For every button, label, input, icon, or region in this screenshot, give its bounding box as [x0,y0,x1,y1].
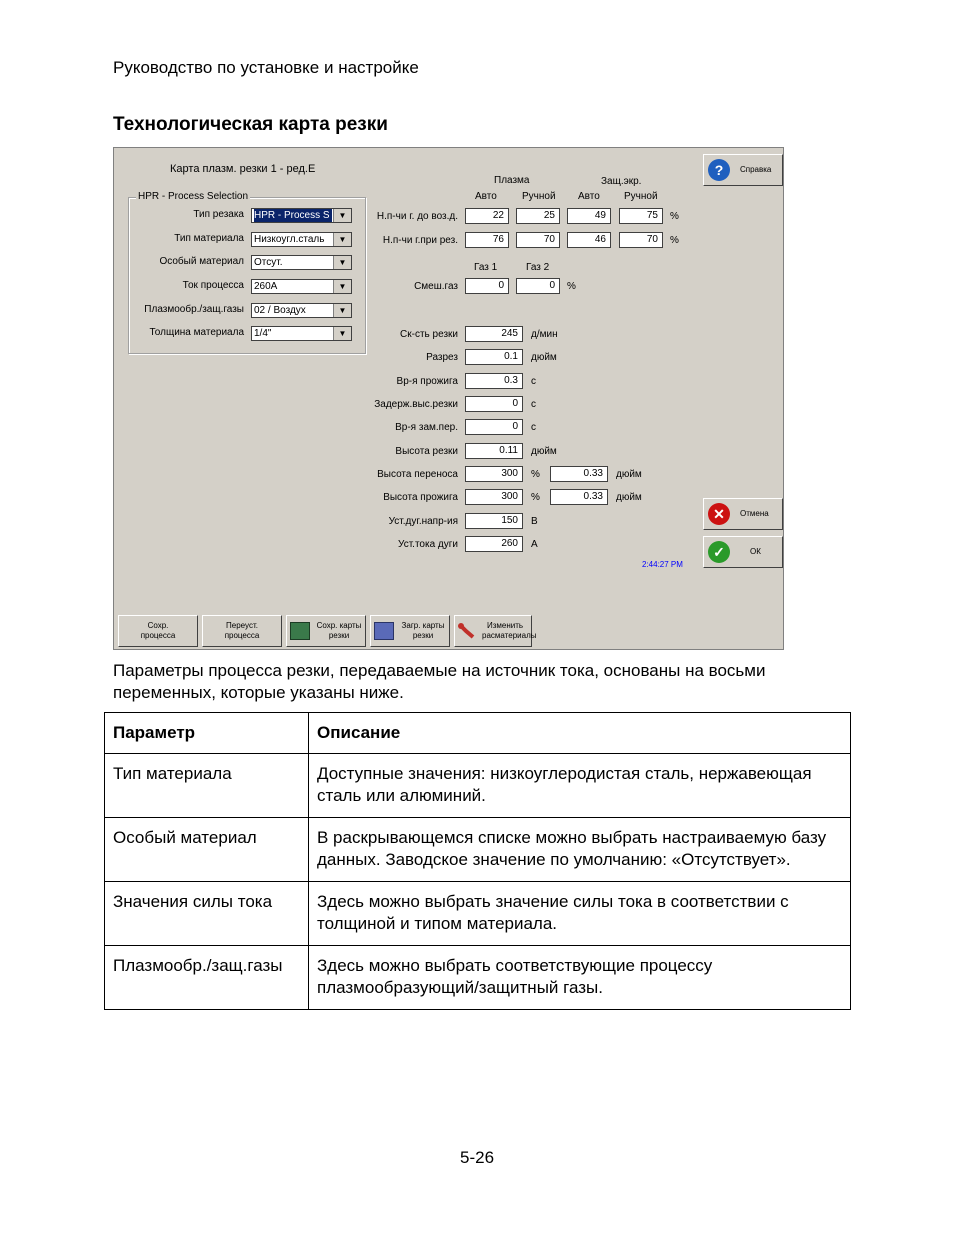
table-cell: В раскрывающемся списке можно выбрать настраиваемую базу данных. Заводское значение по умолчанию: «Отсутствует». [309,818,851,882]
unit: с [531,376,536,387]
ok-button[interactable] [703,536,783,568]
gases-select[interactable]: 02 / Воздух ▼ [251,303,352,318]
unit: % [670,211,679,222]
clock: 2:44:27 PM [642,560,683,569]
load-disk-icon [374,622,394,640]
param-field[interactable]: 0 [465,419,523,435]
button-label: Загр. карты резки [401,621,445,640]
wrench-icon [458,623,476,639]
mix-gas-label: Смеш.газ [414,281,458,292]
table-row [105,754,851,818]
auto-header: Авто [475,191,497,202]
unit: % [567,281,576,292]
table-header: Параметр [105,713,309,754]
gas-row-label: Н.п-чи г. до воз.д. [376,211,458,222]
help-icon: ? [708,159,730,181]
table-cell: Здесь можно выбрать соответствующие процессу плазмообразующий/защитный газы. [309,946,851,1010]
intro-paragraph: Параметры процесса резки, передаваемые на источник тока, основаны на восьми переменных, которые указаны ниже. [113,661,766,702]
parameters-table [104,712,851,1010]
unit: дюйм [616,492,642,503]
gas-row-label: Н.п-чи г.при рез. [382,235,458,246]
gas-field[interactable]: 75 [619,208,663,224]
param-field[interactable]: 0 [465,396,523,412]
unit: д/мин [531,329,558,340]
chevron-down-icon[interactable]: ▼ [333,209,351,222]
chevron-down-icon[interactable]: ▼ [333,233,351,246]
table-row [105,946,851,1010]
table-cell: Плазмообр./защ.газы [105,946,309,1010]
selector-label: Особый материал [159,256,244,267]
change-consumables-button[interactable] [454,615,537,647]
param-field[interactable]: 245 [465,326,523,342]
param-label: Вр-я прожига [396,376,458,387]
unit: % [670,235,679,246]
selector-label: Толщина материала [149,327,244,338]
save-disk-icon [290,622,310,640]
gas-field[interactable]: 76 [465,232,509,248]
param-label: Высота переноса [377,469,458,480]
selector-label: Тип материала [174,233,244,244]
param-label: Вр-я зам.пер. [395,422,458,433]
load-cut-chart-button[interactable] [370,615,450,647]
button-label: Изменить расматериалы [482,621,537,640]
gas-field[interactable]: 70 [516,232,560,248]
ok-label: ОК [750,547,761,556]
screen-title: Карта плазм. резки 1 - ред.E [170,163,316,175]
unit: с [531,399,536,410]
material-type-select[interactable]: Низкоугл.сталь ▼ [251,232,352,247]
unit: с [531,422,536,433]
gas-field[interactable]: 46 [567,232,611,248]
param-label: Уст.тока дуги [398,539,458,550]
param-field[interactable]: 300 [465,489,523,505]
manual-header: Ручной [522,191,556,202]
gas1-field[interactable]: 0 [465,278,509,294]
table-cell: Здесь можно выбрать значение силы тока в соответствии с толщиной и типом материала. [309,882,851,946]
unit: дюйм [531,352,557,363]
param-label: Разрез [426,352,458,363]
button-label: Переуст. процесса [224,621,260,640]
chevron-down-icon[interactable]: ▼ [333,304,351,317]
button-label: Сохр. процесса [140,621,176,640]
gas1-header: Газ 1 [474,262,498,273]
param-label: Уст.дуг.напр-ия [388,516,458,527]
save-cut-chart-button[interactable] [286,615,366,647]
unit: дюйм [616,469,642,480]
unit: дюйм [531,446,557,457]
param-label: Высота резки [395,446,458,457]
selector-label: Ток процесса [182,280,244,291]
param-field[interactable]: 0.11 [465,443,523,459]
table-header: Описание [309,713,851,754]
process-current-select[interactable]: 260A ▼ [251,279,352,294]
check-icon: ✓ [708,541,730,563]
close-icon: ✕ [708,503,730,525]
param-field[interactable]: 300 [465,466,523,482]
page-number: 5-26 [460,1148,495,1167]
param-field[interactable]: 150 [465,513,523,529]
gas-field[interactable]: 70 [619,232,663,248]
param-label: Ск-сть резки [400,329,458,340]
param-field[interactable]: 0.1 [465,349,523,365]
chevron-down-icon[interactable]: ▼ [333,327,351,340]
button-label: Сохр. карты резки [316,621,362,640]
unit: В [531,516,538,527]
thickness-select[interactable]: 1/4" ▼ [251,326,352,341]
special-material-select[interactable]: Отсут. ▼ [251,255,352,270]
table-cell: Доступные значения: низкоуглеродистая сталь, нержавеющая сталь или алюминий. [309,754,851,818]
auto-header: Авто [578,191,600,202]
group-title: HPR - Process Selection [138,191,249,202]
gas2-field[interactable]: 0 [516,278,560,294]
table-row [105,882,851,946]
gas-field[interactable]: 49 [567,208,611,224]
plasma-header: Плазма [494,175,530,186]
selector-label: Тип резака [193,209,244,220]
chevron-down-icon[interactable]: ▼ [333,256,351,269]
param-field[interactable]: 260 [465,536,523,552]
chevron-down-icon[interactable]: ▼ [333,280,351,293]
cancel-button[interactable] [703,498,783,530]
param-field-2[interactable]: 0.33 [550,466,608,482]
unit: % [531,492,540,503]
param-label: Задерж.выс.резки [374,399,458,410]
table-header-row [105,713,851,754]
param-field[interactable]: 0.3 [465,373,523,389]
cancel-label: Отмена [740,509,769,518]
table-cell: Значения силы тока [105,882,309,946]
gas-field[interactable]: 22 [465,208,509,224]
torch-type-select[interactable]: HPR - Process S ▼ [251,208,352,223]
param-label: Высота прожига [383,492,458,503]
table-row [105,818,851,882]
help-button[interactable] [703,154,783,186]
save-process-button[interactable] [118,615,198,647]
help-label: Справка [740,165,772,174]
gas2-header: Газ 2 [526,262,550,273]
cut-chart-screen [113,147,784,650]
manual-header: Ручной [624,191,658,202]
section-title: Технологическая карта резки [113,114,388,135]
table-cell: Особый материал [105,818,309,882]
shield-header: Защ.экр. [601,176,642,187]
running-head: Руководство по установке и настройке [113,58,419,77]
param-field-2[interactable]: 0.33 [550,489,608,505]
selector-label: Плазмообр./защ.газы [144,304,244,315]
table-cell: Тип материала [105,754,309,818]
reset-process-button[interactable] [202,615,282,647]
gas-field[interactable]: 25 [516,208,560,224]
unit: А [531,539,538,550]
unit: % [531,469,540,480]
